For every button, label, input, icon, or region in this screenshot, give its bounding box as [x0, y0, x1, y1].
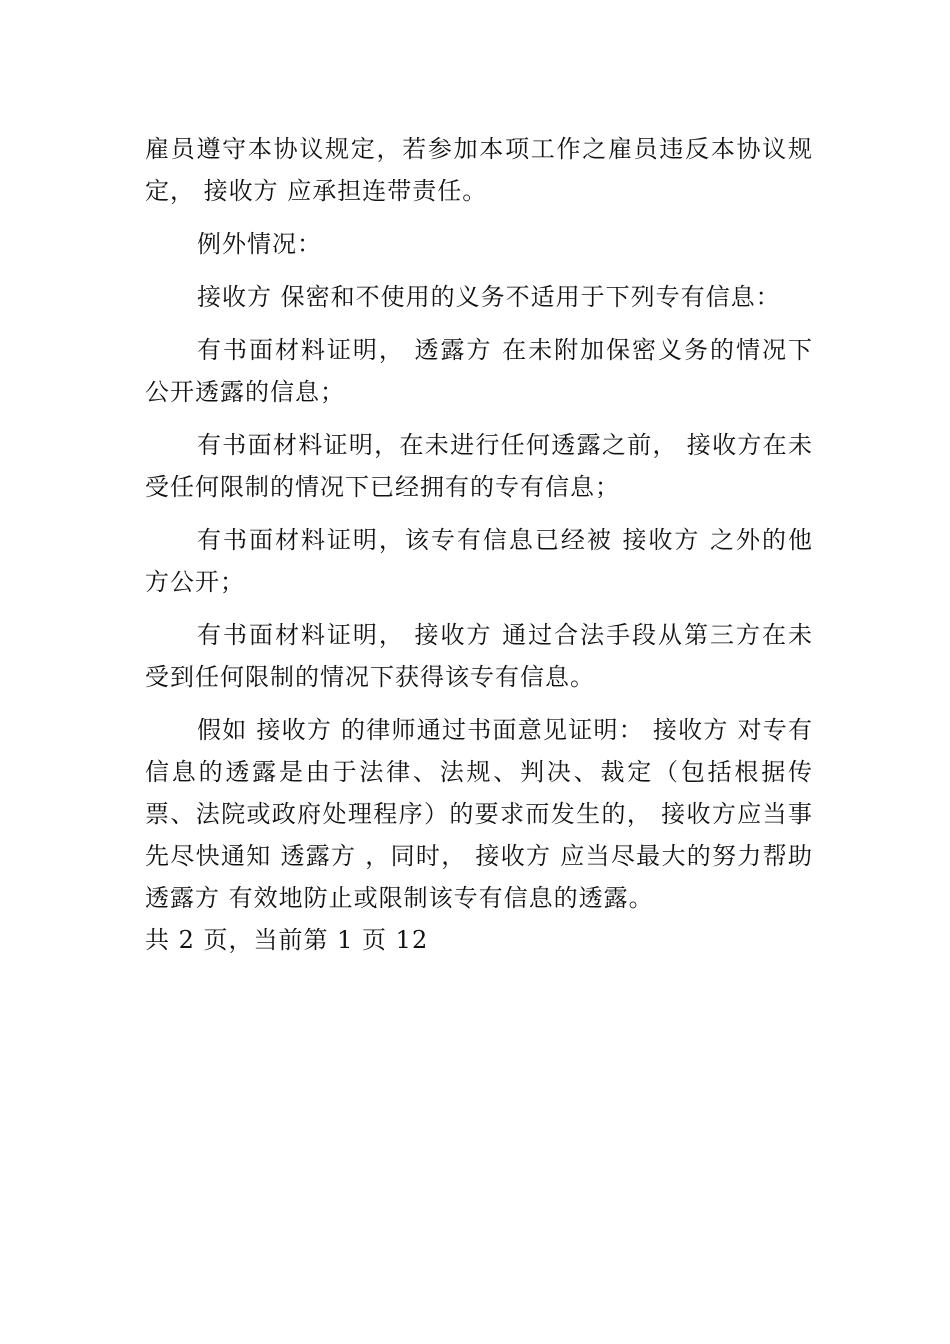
paragraph-exception-3: 有书面材料证明，该专有信息已经被 接收方 之外的他方公开； [145, 526, 813, 596]
paragraph-exception-2: 有书面材料证明，在未进行任何透露之前， 接收方在未受任何限制的情况下已经拥有的专有信息； [145, 431, 813, 501]
paragraph-exception-4: 有书面材料证明， 接收方 通过合法手段从第三方在未受到任何限制的情况下获得该专有信息。 [145, 621, 813, 691]
paragraph-exceptions-intro: 接收方 保密和不使用的义务不适用于下列专有信息： [197, 283, 781, 311]
paragraph-legal-disclosure: 假如 接收方 的律师通过书面意见证明： 接收方 对专有信息的透露是由于法律、法规、判决、裁定（包括根据传票、法院或政府处理程序）的要求而发生的， 接收方应当事先尽快通知 透露方 ，同时， 接收方 应当尽最大的努力帮助 透露方 有效地防止或限制该专有信息的透露。 [145, 716, 813, 912]
paragraph-exception-1: 有书面材料证明， 透露方 在未附加保密义务的情况下公开透露的信息； [145, 336, 813, 406]
document-body [145, 128, 813, 972]
paragraph-employee-liability: 雇员遵守本协议规定，若参加本项工作之雇员违反本协议规定， 接收方 应承担连带责任。 [145, 135, 813, 205]
page-footer: 共 2 页，当前第 1 页 12 [145, 926, 429, 954]
paragraph-exceptions-heading: 例外情况： [197, 230, 322, 258]
